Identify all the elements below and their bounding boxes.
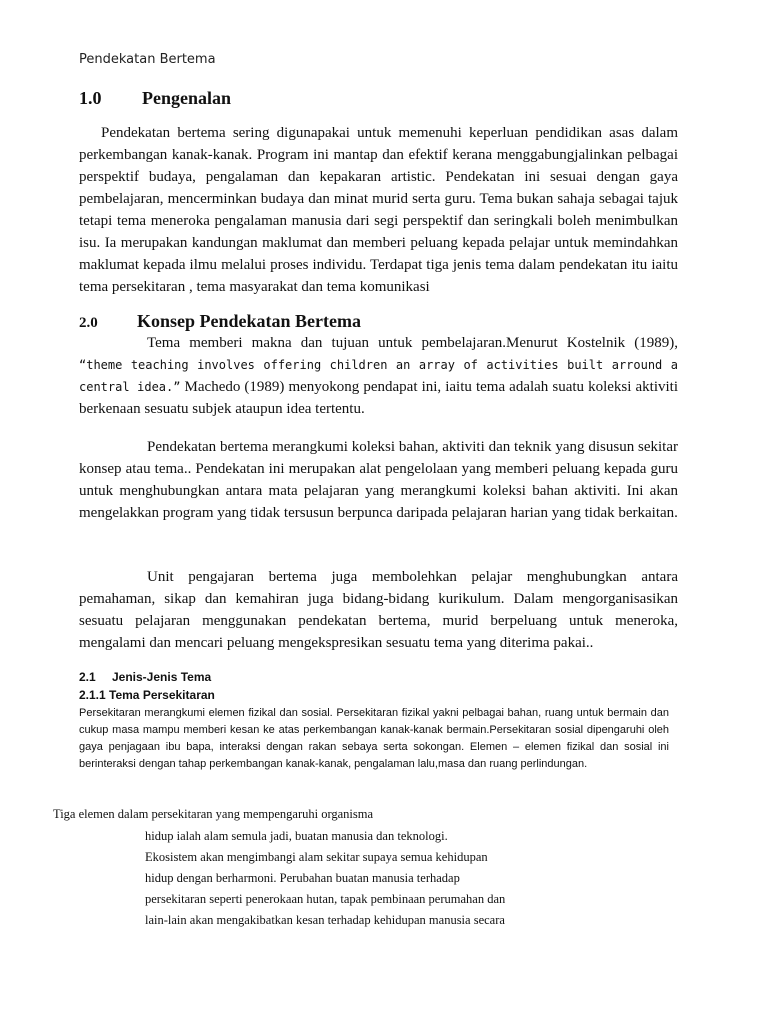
para1-start: Tema memberi makna dan tujuan untuk pembelajaran.Menurut Kostelnik (1989), [147, 335, 678, 351]
section-1-paragraph: Pendekatan bertema sering digunapakai untuk memenuhi keperluan pendidikan asas dalam perkembangan kanak-kanak. Program ini mantap dan efektif kerana menggabungjalinkan pelbagai perspektif budaya, pengalaman dan kepakaran artistic. Pendekatan ini sesuai dengan gaya pembelajaran, mencerminkan budaya dan minat murid serta guru. Tema bukan sahaja sebagai tajuk tetapi tema meneroka pengalaman manusia dari segi perspektif dan seringkali boleh menimbulkan isu. Ia merupakan kandungan maklumat dan memberi peluang kepada pelajar untuk memindahkan maklumat kepada ilmu melalui proses individu. Terdapat tiga jenis tema dalam pendekatan itu iaitu tema persekitaran , tema masyarakat dan tema komunikasi [79, 125, 678, 295]
final-line-1: Tiga elemen dalam persekitaran yang mempengaruhi organisma [53, 807, 374, 821]
section-2-title: Konsep Pendekatan Bertema [137, 311, 361, 331]
section-2-1-heading [79, 670, 211, 684]
section-2-1-1-heading: 2.1.1 Tema Persekitaran [79, 688, 215, 702]
final-line-2: hidup ialah alam semula jadi, buatan manusia dan teknologi. [145, 829, 448, 843]
section-2-1-number: 2.1 [79, 670, 96, 684]
section-2-1-title: Jenis-Jenis Tema [112, 670, 212, 684]
section-1-heading [79, 88, 231, 109]
kostelnik-quote: “theme teaching involves offering children an array of activities built arround a central idea.” [79, 358, 678, 394]
section-2-paragraph-2: Pendekatan bertema merangkumi koleksi bahan, aktiviti dan teknik yang disusun sekitar konsep atau tema.. Pendekatan ini merupakan alat pengelolaan yang memberi peluang kepada guru untuk menghubungkan antara mata pelajaran yang merangkumi koleksi bahan aktiviti. Ini akan mengelakkan program yang tidak tersusun berpunca daripada pelajaran harian yang tidak berkaitan. [79, 439, 678, 521]
section-2-heading [79, 311, 361, 332]
final-line-4: hidup dengan berharmoni. Perubahan buatan manusia terhadap [145, 871, 460, 885]
section-2-number: 2.0 [79, 315, 98, 331]
running-title: Pendekatan Bertema [79, 52, 216, 67]
para1-end: Machedo (1989) menyokong pendapat ini, iaitu tema adalah suatu koleksi aktiviti berkenaan sesuatu subjek ataupun idea tertentu. [79, 379, 678, 417]
section-2-paragraph-3: Unit pengajaran bertema juga membolehkan pelajar menghubungkan antara pemahaman, sikap dan kemahiran juga bidang-bidang kurikulum. Dalam mengorganisasikan sesuatu pelajaran menggunakan pendekatan bertema, murid berpeluang untuk meneroka, mengalami dan mencari peluang mengekspresikan sesuatu tema yang diterima pakai.. [79, 569, 678, 651]
final-line-3: Ekosistem akan mengimbangi alam sekitar supaya semua kehidupan [145, 850, 488, 864]
section-2-paragraph-1 [79, 332, 678, 420]
section-1-title: Pengenalan [142, 88, 232, 108]
section-2-1-1-paragraph: Persekitaran merangkumi elemen fizikal dan sosial. Persekitaran fizikal yakni pelbagai bahan, ruang untuk bermain dan cukup masa mampu memberi kesan ke atas perkembangan kanak-kanak bermain.Persekitaran sosial dipengaruhi oleh gaya penjagaan ibu bapa, interaksi dengan rakan sebaya serta sokongan. Elemen – elemen fizikal dan sosial ini berinteraksi dengan tahap perkembangan kanak-kanak, pengalaman lalu,masa dan ruang perlindungan. [79, 707, 669, 770]
final-line-6: lain-lain akan mengakibatkan kesan terhadap kehidupan manusia secara [145, 913, 505, 927]
section-1-number: 1.0 [79, 88, 102, 108]
final-line-5: persekitaran seperti penerokaan hutan, tapak pembinaan perumahan dan [145, 892, 506, 906]
